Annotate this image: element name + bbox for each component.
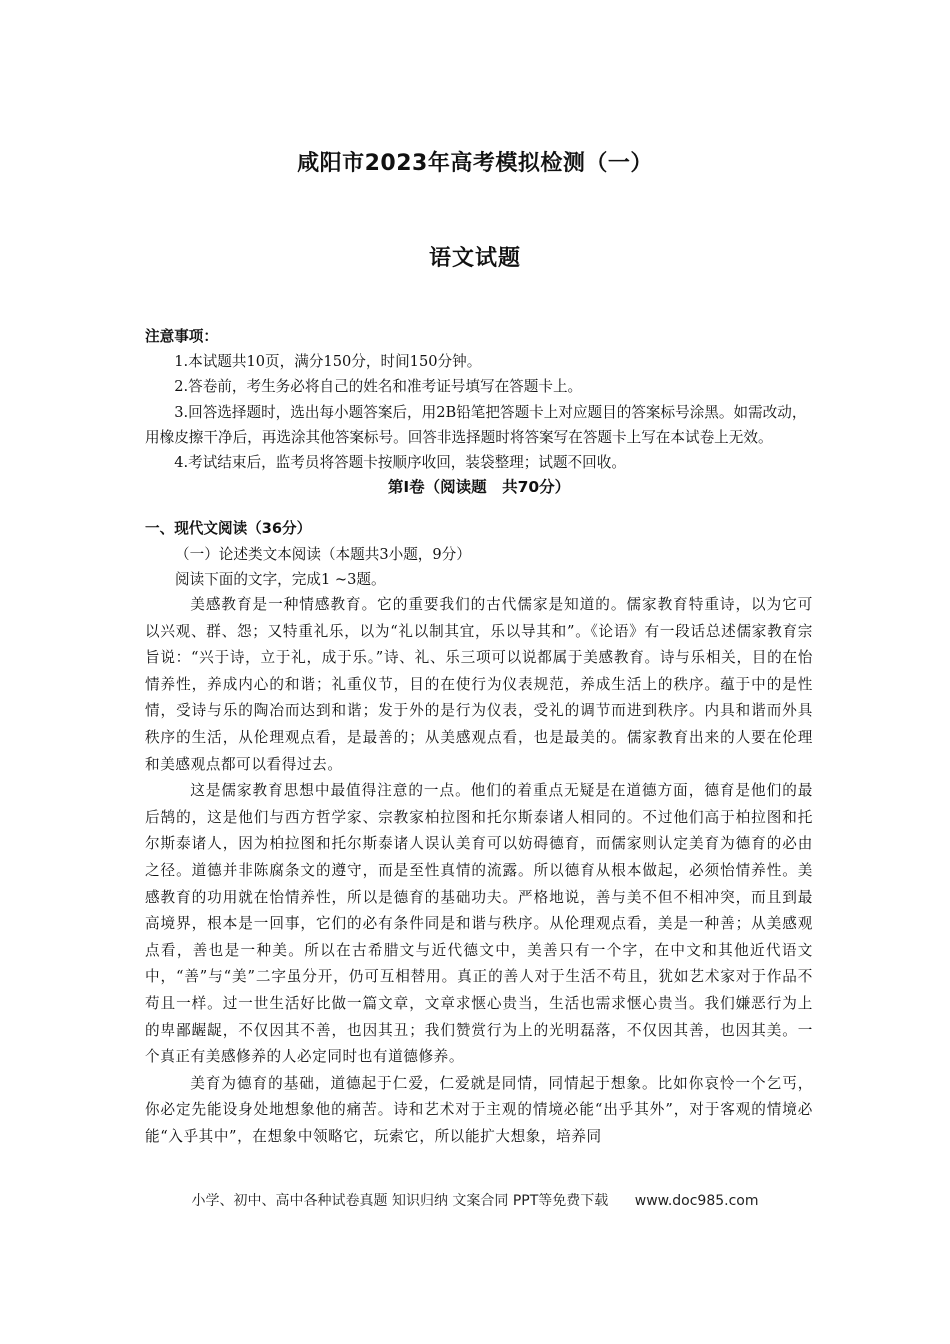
footer-url[interactable]: www.doc985.com — [634, 1193, 759, 1209]
article-paragraph: 这是儒家教育思想中最值得注意的一点。他们的着重点无疑是在道德方面，德育是他们的最后鹄的，这是他们与西方哲学家、宗教家柏拉图和托尔斯泰诸人相同的。不过他们高于柏拉图和托尔斯泰诸人，因为柏拉图和托尔斯泰诸人误认美育可以妨碍德育，而儒家则认定美育为德育的必由之径。道德并非陈腐条文的遵守，而是至性真情的流露。所以德育从根本做起，必须怡情养性。美感教育的功用就在怡情养性，所以是德育的基础功夫。严格地说，善与美不但不相冲突，而且到最高境界，根本是一回事，它们的必有条件同是和谐与秩序。从伦理观点看，美是一种善；从美感观点看，善也是一种美。所以在古希腊文与近代德文中，美善只有一个字，在中文和其他近代语文中，“善”与“美”二字虽分开，仍可互相替用。真正的善人对于生活不苟且，犹如艺术家对于作品不苟且一样。过一世生活好比做一篇文章，文章求惬心贵当，生活也需求惬心贵当。我们嫌恶行为上的卑鄙龌龊，不仅因其不善，也因其丑；我们赞赏行为上的光明磊落，不仅因其善，也因其美。一个真正有美感修养的人必定同时也有道德修养。 — [145, 782, 813, 1066]
article-paragraph: 美育为德育的基础，道德起于仁爱，仁爱就是同情，同情起于想象。比如你哀怜一个乞丐，你必定先能设身处地想象他的痛苦。诗和艺术对于主观的情境必能“出乎其外”，对于客观的情境必能“入乎其中”，在想象中领略它，玩索它，所以能扩大想象，培养同 — [145, 1074, 813, 1145]
article-paragraph: 美感教育是一种情感教育。它的重要我们的古代儒家是知道的。儒家教育特重诗，以为它可以兴观、群、怨；又特重礼乐，以为“礼以制其宜，乐以导其和”。《论语》有一段话总述儒家教育宗旨说：“兴于诗，立于礼，成于乐。”诗、礼、乐三项可以说都属于美感教育。诗与乐相关，目的在怡情养性，养成内心的和谐；礼重仪节，目的在使行为仪表规范，养成生活上的秩序。蕴于中的是性情，受诗与乐的陶冶而达到和谐；发于外的是行为仪表，受礼的调节而进到秩序。内具和谐而外具秩序的生活，从伦理观点看，是最善的；从美感观点看，也是最美的。儒家教育出来的人要在伦理和美感观点都可以看得过去。 — [145, 596, 813, 773]
exam-subtitle: 语文试题 — [428, 246, 521, 271]
reading-instruction: 阅读下面的文字，完成1 ~3题。 — [175, 570, 386, 588]
exam-body — [145, 324, 813, 1151]
footer-text: 小学、初中、高中各种试卷真题 知识归纳 文案合同 PPT等免费下载 — [191, 1193, 609, 1209]
exam-title: 咸阳市2023年高考模拟检测（一） — [297, 151, 653, 176]
notice-item-2: 2.答卷前，考生务必将自己的姓名和准考证号填写在答题卡上。 — [174, 378, 583, 396]
notice-heading: 注意事项： — [145, 328, 218, 345]
part-title: 第I卷（阅读题 共70分） — [387, 478, 571, 497]
section-title: 一、现代文阅读（36分） — [145, 520, 312, 538]
notice-item-4: 4.考试结束后，监考员将答题卡按顺序收回，装袋整理；试题不回收。 — [174, 454, 626, 472]
notice-item-3: 3.回答选择题时，选出每小题答案后，用2B铅笔把答题卡上对应题目的答案标号涂黑。如需改动，用橡皮擦干净后，再选涂其他答案标号。回答非选择题时将答案写在答题卡上写在本试卷上无效。 — [145, 403, 807, 446]
subsection-title: （一）论述类文本阅读（本题共3小题，9分） — [175, 545, 471, 563]
page-footer — [0, 1190, 950, 1210]
notice-item-1: 1.本试题共10页，满分150分，时间150分钟。 — [174, 353, 482, 371]
